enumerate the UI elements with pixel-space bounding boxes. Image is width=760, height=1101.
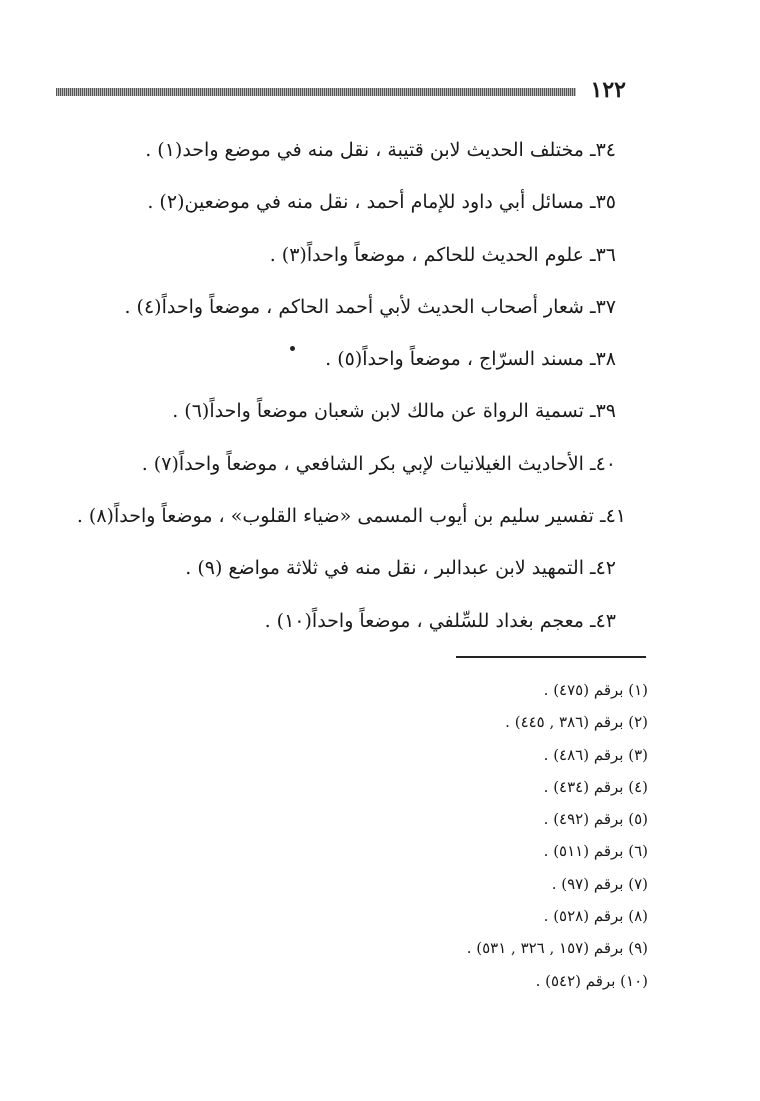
footnote-item: (٣) برقم (٤٨٦) . [543,745,648,764]
footnote-item: (٨) برقم (٥٢٨) . [543,907,648,926]
entry-item: ٣٨ـ مسند السرّاج ، موضعاً واحداً(٥) . [325,348,616,371]
entries-list [76,138,626,661]
entry-item: ٤٣ـ معجم بغداد للسِّلفي ، موضعاً واحداً(١٠) . [264,609,616,632]
entry-item: ٣٩ـ تسمية الرواة عن مالك لابن شعبان موضعاً واحداً(٦) . [172,400,616,423]
footnote-item: (٧) برقم (٩٧) . [551,874,648,893]
footnote-separator [456,656,646,658]
footnote-item: (٤) برقم (٤٣٤) . [543,777,648,796]
footnote-item: (٥) برقم (٤٩٢) . [543,810,648,829]
footnotes-list [348,680,648,1003]
footnote-item: (٩) برقم (١٥٧ , ٣٢٦ , ٥٣١) . [466,939,648,958]
entry-item: ٣٥ـ مسائل أبي داود للإمام أحمد ، نقل منه في موضعين(٢) . [147,191,616,214]
entry-item: ٣٧ـ شعار أصحاب الحديث لأبي أحمد الحاكم ، موضعاً واحداً(٤) . [124,295,616,318]
footnote-item: (١٠) برقم (٥٤٢) . [535,971,648,990]
entry-item: ٣٦ـ علوم الحديث للحاكم ، موضعاً واحداً(٣) . [269,243,616,266]
page-number: ١٢٢ [590,77,626,103]
entry-item: ٤٠ـ الأحاديث الغيلانيات لإبي بكر الشافعي ، موضعاً واحداً(٧) . [141,452,616,475]
footnote-item: (١) برقم (٤٧٥) . [543,681,648,699]
entry-item: ٤٢ـ التمهيد لابن عبدالبر ، نقل منه في ثلاثة مواضع (٩) . [185,557,616,580]
footnote-item: (٦) برقم (٥١١) . [543,842,648,861]
footnote-item: (٢) برقم (٣٨٦ , ٤٤٥) . [505,713,648,732]
entry-item: ٣٤ـ مختلف الحديث لابن قتيبة ، نقل منه في موضع واحد(١) . [145,139,616,161]
stray-dot-mark [290,346,295,351]
entry-item: ٤١ـ تفسير سليم بن أيوب المسمى «ضياء القلوب» ، موضعاً واحداً(٨) . [76,505,626,528]
header-rule [56,88,576,96]
